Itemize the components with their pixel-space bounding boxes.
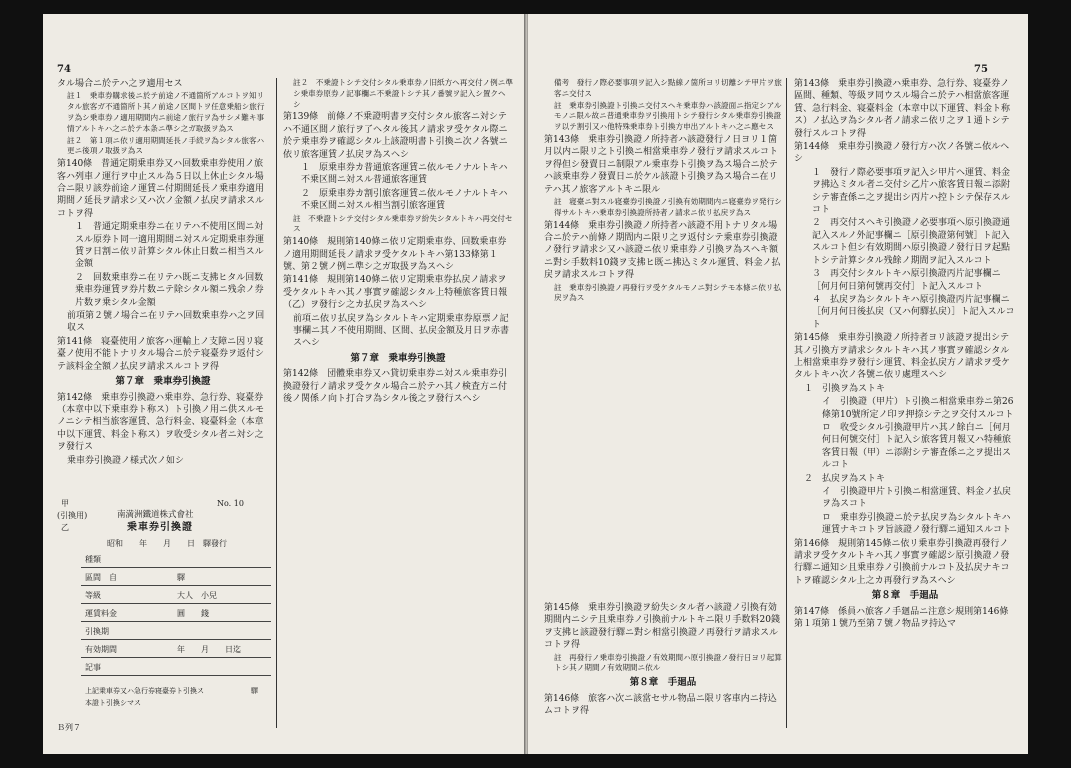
article-paragraph: 第139條 前條ノ不乗證明書ヲ交付シタル旅客ニ対シテハ不通区間ノ旅行ヲ了ヘタル後其ノ請求ヲ受ケタル際ニ於テ乗車券ヲ確認シタル上該證明書ト引換ニ次ノ各號ニ依リ旅客運賃ノ払戻ヲ為スヘシ <box>283 112 508 160</box>
article-paragraph: 第141條 寝臺使用ノ旅客ハ運輸上ノ支障ニ因リ寝臺ノ使用不能トナリタル場合ニ於テ寝臺券ヲ返付シテ該料金全額ノ払戻ヲ請求スルコトヲ得 <box>57 336 265 372</box>
article-paragraph: 前項ニ依リ払戻ヲ為シタルトキハ定期乗車券原票ノ記事欄ニ其ノ不使用期間、区間、払戻金額及月日ヲ赤書スヘシ <box>293 313 510 349</box>
article-paragraph: 第146條 規則第145條ニ依リ乗車券引換證再發行ノ請求ヲ受ケタルトキハ其ノ事實ヲ確認シ原引換證ノ發行驛ニ通知シ且乗車券ノ引換前ナルコト及払戻ナキコトヲ確認シタル上之カ再發行ヲ為スヘシ <box>794 538 1010 586</box>
form-row-line <box>81 675 271 676</box>
left-page <box>43 14 525 754</box>
form-row-value: 圓 錢 <box>177 609 209 618</box>
article-paragraph: 第145條 乗車券引換證ヲ紛失シタル者ハ該證ノ引換有効期間内ニシテ且乗車券ノ引換前ナルトキニ限リ手数料20錢ヲ支拂ヒ該證發行驛ニ對シ相當引換證ノ再發行ヲ請求スルコトヲ得 <box>544 603 781 651</box>
column-divider <box>786 78 787 728</box>
right-page-column-2 <box>794 78 1016 631</box>
annotation-note: 註２ 第１項ニ依リ適用期間延長ノ手続ヲ為シタル旅客ハ更ニ後項ノ取扱ヲ為ス <box>67 135 265 156</box>
form-footnote-2: 本證ト引換シマス <box>85 699 141 707</box>
annotation-note: 註 不乗證トシテ交付シタル乗車券ヲ紛失シタルトキハ再交付セス <box>293 213 513 234</box>
annotation-note: 備考 發行ノ際必要事項ヲ記入シ點線ノ箇所ヨリ切離シテ甲片ヲ旅客ニ交付ス <box>554 78 782 98</box>
article-paragraph: 前項第２號ノ場合ニ在リテハ回数乗車券ハ之ヲ回収ス <box>67 311 265 334</box>
form-row-line <box>81 621 271 622</box>
form-foot-right: 驛 <box>251 687 258 695</box>
form-side-label: (引換用) <box>57 511 88 520</box>
column-divider <box>276 78 277 728</box>
article-paragraph: ２ 回数乗車券ニ在リテハ既ニ支拂ヒタル回数乗車券運賃ヲ券片数ニテ除シタル額ニ残余ノ券片数ヲ乗シタル金額 <box>75 272 264 308</box>
form-company: 南満洲鐵道株式會社 <box>117 510 194 520</box>
form-date-label: 昭和 年 月 日 驛發行 <box>107 539 227 548</box>
left-page-column-1 <box>57 78 269 468</box>
article-paragraph: イ 引換證（甲片）ト引換ニ相當乗車券ニ第26條第10號所定ノ印ヲ押捺シテ之ヲ交付スルコト <box>822 397 1014 420</box>
annotation-note: 註 乗車券引換證ト引換ニ交付スヘキ乗車券ハ該證面ニ指定シアルモノニ限ル故ニ普通乗車券ヲ引換用トシテ發行シタル乗車券引換證ヲ以テ割引又ハ他特殊乗車券ト引換方申出アルトキハ之ニ應セス <box>554 100 782 132</box>
form-row-label: 種類 <box>85 555 101 564</box>
annotation-note: 註 寝臺ニ對スル寝臺券引換證ノ引換有効期間内ニ寝臺券ヲ発行シ得サルトキハ乗車券引換證所持者ノ請求ニ依リ払戻ヲ為ス <box>554 197 782 217</box>
form-row-label: 有効期間 <box>85 645 117 654</box>
article-paragraph: ２ 再交付スヘキ引換證ノ必要事項ヘ原引換證通記入スルノ外記事欄ニ［原引換證第何號］ト記入スルコト但シ有效期間ハ原引換證ノ發行日ヲ起點トシテ計算シタル残餘ノ期間ヲ記入スルコト <box>812 218 1011 266</box>
article-paragraph: イ 引換證甲片ト引換ニ相當運賃、料金ノ払戻ヲ為スコト <box>822 487 1012 510</box>
chapter-heading: 第８章 手廻品 <box>871 590 939 602</box>
form-row-label: 記事 <box>85 663 101 672</box>
article-paragraph: 第140條 規則第140條ニ依リ定期乗車券、回数乗車券ノ適用期間延長ノ請求ヲ受ケタルトキハ第133條第１號、第２號ノ例ニ準シ之ガ取扱ヲ為スヘシ <box>283 237 507 273</box>
article-paragraph: ２ 原乗車券カ割引旅客運賃ニ依ルモノナルトキハ不乗区間ニ対スル相当割引旅客運賃 <box>301 188 508 212</box>
form-title: 乗車券引換證 <box>127 522 193 533</box>
article-paragraph: 第142條 団體乗車券又ハ貸切乗車券ニ対スル乗車券引換證發行ノ請求ヲ受ケタル場合ニ於テハ其ノ検査方ニ付後ノ関係ノ向ト打合ヲ為シタル後之ヲ發行スヘシ <box>283 369 508 405</box>
page-number-right: 75 <box>974 64 988 75</box>
article-paragraph: 第140條 普通定期乗車券又ハ回数乗車券使用ノ旅客ハ列車ノ運行ヲ中止スル為５日以上休止シタル場合ニ限リ該券前途ノ運賃ニ付期間延長ノ乗車券適用期間ノ延長ヲ請求シ又ハ次ノ金額ノ払戻ヲ請求スルコトヲ得 <box>57 159 265 219</box>
form-header-label: 甲 <box>61 499 69 508</box>
form-row-line <box>81 585 271 586</box>
form-row-label: 等級 <box>85 591 101 600</box>
article-paragraph: ２ 払戻ヲ為ストキ <box>804 473 886 484</box>
form-row-line <box>81 657 271 658</box>
article-paragraph: ３ 再交付シタルトキハ原引換證丙片記事欄ニ［何月何日第何號再交付］ト記入スルコト <box>812 269 1001 292</box>
form-row-value: 年 月 日迄 <box>177 645 241 654</box>
article-paragraph: 第142條 乗車券引換證ハ乗車券、急行券、寝臺券（本章中以下乗車券ト称ス）ト引換ノ用ニ供スルモノニシテ相当旅客運賃、急行料金、寝臺料金（本章中以下運賃、料金ト称ス）ヲ收受シタル者ニ対シ之ヲ發行ス <box>57 392 265 453</box>
article-paragraph: 第143條 乗車券引換證ハ乗車券、急行券、寝臺券ノ區間、種類、等級ヲ同ウスル場合ニ於テハ相當旅客運賃、急行料金、寝臺料金（本章中以下運賃、料金ト称ス）ノ払込ヲ為シタル者ノ請求ニ依リ之ヲ１通トシテ發行スルコトヲ得 <box>794 79 1011 139</box>
article-paragraph: 第141條 規則第140條ニ依リ定期乗車券払戻ノ請求ヲ受ケタルトキハ其ノ事實ヲ確認シタル上特種旅客賃日報（乙）ヲ發行シ之カ払戻ヲ為スヘシ <box>283 275 508 311</box>
article-paragraph: 第146條 旅客ハ次ニ該當セサル物品ニ限リ客車内ニ持込ムコトヲ得 <box>544 693 777 717</box>
annotation-note: 註 再發行ノ乗車券引換證ノ有效期間ハ原引換證ノ發行日ヨリ起算トシ其ノ期間ノ有效期間ニ依ル <box>554 652 782 673</box>
chapter-heading: 第７章 乗車券引換證 <box>350 352 446 364</box>
article-paragraph: ロ 乗車券引換證ニ於テ払戻ヲ為シタルトキハ運賃ナキコトヲ旨該證ノ發行驛ニ通知スルコト <box>822 512 1012 536</box>
article-paragraph: 乗車券引換證ノ様式次ノ如シ <box>67 455 185 466</box>
article-paragraph: １ 原乗車券カ普通旅客運賃ニ依ルモノナルトキハ不乗区間ニ対スル普通旅客運賃 <box>301 163 508 186</box>
article-paragraph: １ 發行ノ際必要事項ヲ記入シ甲片ヘ運賃、料金ヲ拂込ミタル者ニ交付シ乙片ハ旅客賃日報ニ添附シテ審査係ニ之ヲ提出シ丙片ハ控トシテ保存スルコト <box>812 167 1011 216</box>
article-paragraph: １ 普通定期乗車券ニ在リテハ不使用区間ニ対スル原券ト同一適用期間ニ対スル定期乗車券運賃ヲ日割ニ依リ計算シタル休止日数ニ相当スル金額 <box>75 222 265 270</box>
form-row-label: 區間 自 <box>85 573 117 582</box>
form-row-line <box>81 639 271 640</box>
article-paragraph: 第144條 乗車券引換證ノ所持者ハ該證不用トナリタル場合ニ於テハ前條ノ期間内ニ限リ之ヲ返付シテ乗車券引換證ノ發行ヲ請求シ又ハ該證ニ依リ乗車券ノ引換ヲ為スヘキ額ニ對シ手数料10錢ヲ支拂ヒ既ニ拂込ミタル運賃、料金ノ払戻ヲ請求スルコトヲ得 <box>544 220 781 281</box>
article-paragraph: ４ 払戻ヲ為シタルトキハ原引換證丙片記事欄ニ［何月何日後払戻（又ハ何驛払戻）］ト記入スルコト <box>812 294 1015 330</box>
form-side-label-2: 乙 <box>61 523 69 532</box>
article-paragraph: 第143條 乗車券引換證ノ所持者ハ該證發行ノ日ヨリ１箇月以内ニ限リ之ト引換ニ相當乗車券ノ發行ヲ請求スルコトヲ得但シ發賣日ニ制限アル乗車券ト引換ヲ為ス場合ニ於テハ該乗車券ノ發賣日ニ於ケル該證ト引換ヲ為ス場合ニ在リテハ其ノ旅客アルトキニ限ル <box>544 134 779 195</box>
page-number-left: 74 <box>57 64 71 75</box>
annotation-note: 註１ 乗車券購求後ニ於テ前途ノ不通箇所アルコトヲ知リタル旅客ガ不通箇所ト其ノ前途ノ区間トヲ任意乗船シ旅行ヲ為シ乗車券ノ適用期間内ニ前途ノ旅行ヲ為サシメ難キ事情アルトキハ之ニ於テ本条ニ準シ之ガ取扱ヲ為ス <box>67 91 265 133</box>
form-footer-code: Ｂ列７ <box>57 723 81 732</box>
left-page-column-2 <box>283 78 513 407</box>
right-page <box>528 14 1028 754</box>
annotation-note: 註２ 不乗證トシテ交付シタル乗車券ノ旧紙方ヘ再交付ノ例ニ準シ乗車券原券ノ記事欄ニ不乗證トシテ其ノ番號ヲ記入シ置クヘシ <box>293 78 513 109</box>
article-paragraph: ロ 收受シタル引換證甲片ハ其ノ餘白ニ［何月何日何號交付］ト記入シ旅客賃月報又ハ特種旅客賃日報（甲）ニ添附シテ審査係ニ之ヲ提出スルコト <box>822 422 1012 471</box>
chapter-heading: 第７章 乗車券引換證 <box>115 376 211 388</box>
form-row-line <box>81 567 271 568</box>
form-row-label: 運賃料金 <box>85 609 117 618</box>
article-paragraph: 第145條 乗車券引換證ノ所持者ヨリ該證ヲ提出シテ其ノ引換方ヲ請求シタルトキハ其ノ事實ヲ確認シタル上相當乗車券ヲ發行シ運賃、料金払戻方ノ請求ヲ受ケタルトキハ次ノ各號ニ依リ處理スヘシ <box>794 333 1011 381</box>
article-paragraph: 第147條 係員ハ旅客ノ手廻品ニ注意シ規則第146條第１項第１號乃至第７號ノ物品ヲ持込マ <box>794 606 1009 630</box>
article-paragraph: タル場合ニ於テハ之ヲ適用セス <box>57 79 183 89</box>
right-page-column-1-bottom <box>544 602 782 718</box>
article-paragraph: 第144條 乗車券引換證ノ發行方ハ次ノ各號ニ依ルヘシ <box>794 142 1010 165</box>
article-paragraph: １ 引換ヲ為ストキ <box>804 383 886 394</box>
chapter-heading: 第８章 手廻品 <box>629 677 697 689</box>
right-page-column-1-top <box>544 78 782 305</box>
form-row-value: 大人 小兒 <box>177 591 217 600</box>
form-row-value: 驛 <box>177 573 185 582</box>
form-row-line <box>81 603 271 604</box>
form-row-label: 引換期 <box>85 627 109 636</box>
form-footnote: 上記乗車券又ハ急行券寝臺券ト引換ス <box>85 687 204 695</box>
form-number-label: No. 10 <box>217 499 244 508</box>
annotation-note: 註 乗車券引換證ノ再發行ヲ受ケタルモノニ對シテモ本條ニ依リ払戻ヲ為ス <box>554 282 781 303</box>
